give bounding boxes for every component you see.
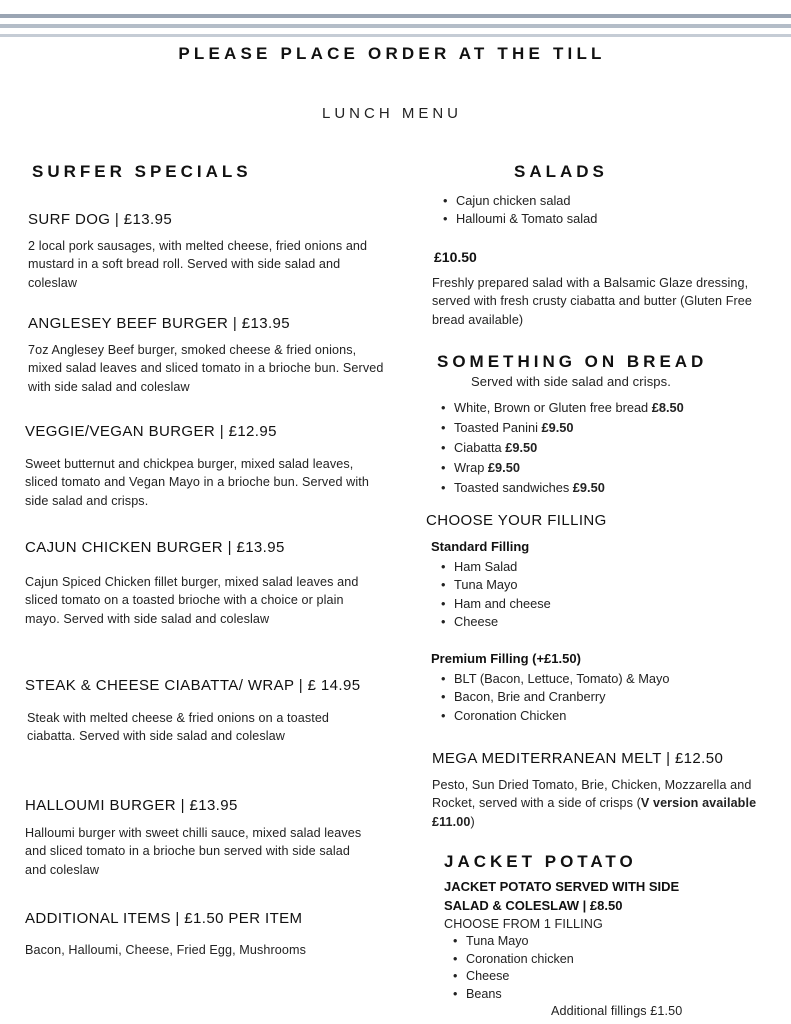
list-item bbox=[436, 398, 684, 418]
halloumi-burger-desc: Halloumi burger with sweet chilli sauce, mixed salad leaves and sliced tomato in a brioche bun served with side salad and coleslaw bbox=[25, 826, 362, 877]
jacket-choose: CHOOSE FROM 1 FILLING bbox=[444, 917, 603, 931]
list-item: • Halloumi & Tomato salad bbox=[438, 210, 597, 228]
jacket-potato-title: JACKET POTATO bbox=[444, 852, 637, 871]
bread-name: Toasted Panini bbox=[454, 420, 542, 435]
order-banner: PLEASE PLACE ORDER AT THE TILL bbox=[178, 44, 606, 63]
list-item: • Bacon, Brie and Cranberry bbox=[436, 688, 670, 706]
salads-price: £10.50 bbox=[434, 249, 477, 265]
anglesey-burger-desc: 7oz Anglesey Beef burger, smoked cheese & fried onions, mixed salad leaves and sliced tomato in a brioche bun. Served with side salad and coleslaw bbox=[28, 343, 384, 394]
cajun-burger-title: CAJUN CHICKEN BURGER | £13.95 bbox=[25, 539, 285, 556]
veggie-burger-title: VEGGIE/VEGAN BURGER | £12.95 bbox=[25, 423, 277, 440]
top-stripe-2 bbox=[0, 24, 791, 28]
list-item bbox=[436, 418, 684, 438]
bread-name: White, Brown or Gluten free bread bbox=[454, 400, 652, 415]
top-stripe-3 bbox=[0, 34, 791, 37]
bread-price: £9.50 bbox=[541, 420, 574, 435]
melt-desc-end: ) bbox=[470, 814, 475, 829]
list-item: • Cajun chicken salad bbox=[438, 192, 597, 210]
list-item: • Tuna Mayo bbox=[436, 576, 551, 594]
bread-list bbox=[436, 398, 684, 498]
choose-filling-title: CHOOSE YOUR FILLING bbox=[426, 512, 607, 529]
anglesey-burger-title: ANGLESEY BEEF BURGER | £13.95 bbox=[28, 315, 290, 332]
bread-name: Ciabatta bbox=[454, 440, 506, 455]
top-stripe-1 bbox=[0, 14, 791, 18]
bread-name: Toasted sandwiches bbox=[454, 480, 573, 495]
salads-title: SALADS bbox=[514, 162, 608, 181]
bread-price: £9.50 bbox=[487, 460, 520, 475]
something-on-bread-title: SOMETHING ON BREAD bbox=[437, 352, 708, 371]
steak-ciabatta-title: STEAK & CHEESE CIABATTA/ WRAP | £ 14.95 bbox=[25, 677, 361, 694]
list-item: • Coronation chicken bbox=[448, 951, 574, 969]
additional-items-desc: Bacon, Halloumi, Cheese, Fried Egg, Mushrooms bbox=[25, 943, 306, 957]
veggie-burger-desc: Sweet butternut and chickpea burger, mixed salad leaves, sliced tomato and Vegan Mayo in a brioche bun. Served with side salad and crisps. bbox=[25, 457, 369, 508]
standard-filling-label: Standard Filling bbox=[431, 539, 530, 554]
list-item: • Beans bbox=[448, 986, 574, 1004]
list-item: • Cheese bbox=[436, 613, 551, 631]
list-item: • Ham Salad bbox=[436, 558, 551, 576]
jacket-line2: SALAD & COLESLAW | £8.50 bbox=[444, 898, 623, 913]
halloumi-burger-title: HALLOUMI BURGER | £13.95 bbox=[25, 797, 238, 814]
list-item: • Coronation Chicken bbox=[436, 707, 670, 725]
menu-title: LUNCH MENU bbox=[321, 105, 462, 122]
bread-price: £8.50 bbox=[651, 400, 684, 415]
list-item: • Ham and cheese bbox=[436, 595, 551, 613]
bread-subtitle: Served with side salad and crisps. bbox=[471, 374, 671, 389]
list-item bbox=[436, 458, 684, 478]
melt-desc-text: Pesto, Sun Dried Tomato, Brie, Chicken, Mozzarella and Rocket, served with a side of crisps ( bbox=[432, 778, 752, 811]
list-item: • Tuna Mayo bbox=[448, 933, 574, 951]
list-item: • BLT (Bacon, Lettuce, Tomato) & Mayo bbox=[436, 670, 670, 688]
surf-dog-desc: 2 local pork sausages, with melted cheese, fried onions and mustard in a soft bread roll. Served with side salad and coleslaw bbox=[28, 239, 368, 290]
premium-filling-list bbox=[436, 670, 670, 725]
salads-desc: Freshly prepared salad with a Balsamic Glaze dressing, served with fresh crusty ciabatta and butter (Gluten Free bread available) bbox=[432, 276, 752, 327]
melt-v-version: V version available £11.00 bbox=[432, 796, 757, 829]
bread-price: £9.50 bbox=[505, 440, 538, 455]
list-item bbox=[436, 478, 684, 498]
list-item bbox=[436, 438, 684, 458]
mediterranean-melt-desc bbox=[432, 776, 762, 831]
mediterranean-melt-title: MEGA MEDITERRANEAN MELT | £12.50 bbox=[432, 750, 724, 767]
additional-items-title: ADDITIONAL ITEMS | £1.50 PER ITEM bbox=[25, 910, 303, 927]
jacket-list bbox=[448, 933, 574, 1003]
surfer-specials-title: SURFER SPECIALS bbox=[32, 162, 252, 181]
salads-list bbox=[438, 192, 597, 229]
jacket-line1: JACKET POTATO SERVED WITH SIDE bbox=[444, 879, 680, 894]
surf-dog-title: SURF DOG | £13.95 bbox=[28, 211, 173, 228]
premium-filling-label: Premium Filling (+£1.50) bbox=[431, 651, 581, 666]
standard-filling-list bbox=[436, 558, 551, 632]
steak-ciabatta-desc: Steak with melted cheese & fried onions on a toasted ciabatta. Served with side salad and coleslaw bbox=[27, 711, 330, 744]
cajun-burger-desc: Cajun Spiced Chicken fillet burger, mixed salad leaves and sliced tomato on a toasted brioche with a choice or plain mayo. Served with side salad and coleslaw bbox=[25, 575, 359, 626]
jacket-additional: Additional fillings £1.50 bbox=[551, 1004, 683, 1018]
list-item: • Cheese bbox=[448, 968, 574, 986]
bread-name: Wrap bbox=[454, 460, 488, 475]
bread-price: £9.50 bbox=[572, 480, 605, 495]
